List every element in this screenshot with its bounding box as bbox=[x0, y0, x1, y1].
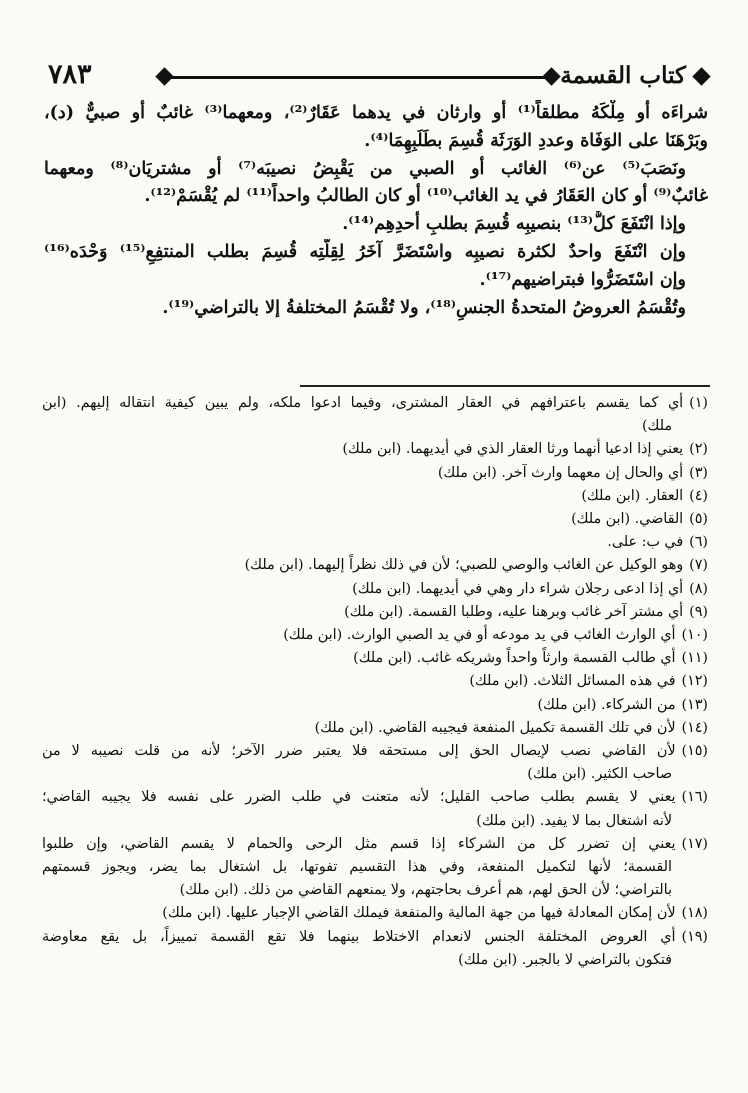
footnote-text: ملك) bbox=[641, 418, 672, 435]
footnote-number: (١٥) bbox=[681, 743, 708, 760]
footnote-number: (٨) bbox=[689, 580, 708, 597]
footnote bbox=[42, 531, 708, 554]
footnote-text: أي مشتر آخر غائب وبرهنا عليه، وطلبا القسمة. (ابن ملك) bbox=[344, 603, 684, 620]
footnote-text: أي والحال إن معهما وارث آخر. (ابن ملك) bbox=[437, 464, 684, 481]
footnote bbox=[42, 670, 708, 693]
footnote-number: (٦) bbox=[689, 534, 708, 551]
footnote-text: لأن في تلك القسمة تكميل المنفعة فيجيبه القاضي. (ابن ملك) bbox=[314, 719, 676, 736]
footnote-text: فتكون بالتراضي لا بالجبر. (ابن ملك) bbox=[458, 951, 672, 968]
footnote bbox=[42, 949, 708, 972]
footnote-text: لأن القاضي نصب لإيصال الحق إلى مستحقه فلا يعتبر ضرر الآخر؛ لأنه من قلت نصيبه لا من bbox=[42, 743, 676, 760]
page-header bbox=[48, 56, 708, 96]
footnotes bbox=[42, 392, 708, 972]
footnote bbox=[42, 578, 708, 601]
diamond-ornament-middle bbox=[542, 67, 560, 85]
footnote bbox=[42, 856, 708, 879]
footnote-text: لأنه اشتغال بما لا يفيد. (ابن ملك) bbox=[476, 812, 672, 829]
footnote-text: يعني إن تضرر كل من الشركاء إذا قسم مثل الرحى والحمام لا يقسم القاضي، وإن طلبوا bbox=[42, 835, 676, 852]
footnote-text: أي العروض المختلفة الجنس لانعدام الاختلاط بينهما فلا تقع القسمة تمييزاً، بل يقع معاوضة bbox=[42, 928, 676, 945]
footnote-text: وهو الوكيل عن الغائب والوصي للصبي؛ لأن في ذلك نظراً إليهما. (ابن ملك) bbox=[244, 557, 684, 574]
footnote-number: (١٦) bbox=[681, 789, 708, 806]
footnote-number: (٥) bbox=[689, 511, 708, 528]
footnote-number: (١٠) bbox=[681, 627, 708, 644]
footnote-text: العقار. (ابن ملك) bbox=[581, 487, 684, 504]
main-text-line: شراءَه أو مِلْكَهُ مطلقاً⁽¹⁾ أو وارثان في يدهما عَقَارٌ⁽²⁾، ومعهما⁽³⁾ غائبٌ أو صبيٌّ (د)، bbox=[44, 103, 708, 123]
footnote-number: (٩) bbox=[689, 603, 708, 620]
footnote bbox=[42, 554, 708, 577]
footnote bbox=[42, 902, 708, 925]
main-text-line: غائبٌ⁽⁹⁾ أو كان العَقَارُ في يد الغائب⁽¹⁰⁾ أو كان الطالبُ واحداً⁽¹¹⁾ لم يُقْسَمْ⁽¹²⁾. bbox=[144, 186, 708, 207]
footnote bbox=[42, 647, 708, 670]
footnote-text: صاحب الكثير. (ابن ملك) bbox=[527, 766, 672, 783]
footnote bbox=[42, 786, 708, 809]
footnote bbox=[42, 508, 708, 531]
main-text-line: وبَرْهَنَا على الوَفَاة وعددِ الوَرَثَة قُسِمَ بطَلَبِهِمَا⁽⁴⁾. bbox=[364, 130, 708, 151]
footnote bbox=[42, 392, 708, 415]
footnote-text: القسمة؛ لأنها لتكميل المنفعة، وفي هذا التقسيم تفوتها، بل اشتغال بما يضر، ويجوز قسمتهم bbox=[42, 859, 672, 876]
footnote-number: (٣) bbox=[689, 464, 708, 481]
footnote-number: (١٢) bbox=[681, 673, 708, 690]
main-text-line: وإذا انْتَفَعَ كلٌّ⁽¹³⁾ بنصيبِه قُسِمَ بطلبِ أحدِهِم⁽¹⁴⁾. bbox=[342, 214, 686, 235]
footnote-number: (١٨) bbox=[681, 905, 708, 922]
main-text-line: وتُقْسَمُ العروضُ المتحدةُ الجنسِ⁽¹⁸⁾، ولا تُقْسَمُ المختلفةُ إلا بالتراضي⁽¹⁹⁾. bbox=[162, 297, 686, 318]
footnote-number: (٧) bbox=[689, 557, 708, 574]
footnote bbox=[42, 462, 708, 485]
main-text-line: ونَصَبَ⁽⁵⁾ عن⁽⁶⁾ الغائب أو الصبي من يَقْبِضُ نصيبَه⁽⁷⁾ أو مشتريَان⁽⁸⁾ ومعهما bbox=[44, 158, 687, 179]
page-number: ٧٨٣ bbox=[48, 59, 92, 90]
footnote-separator bbox=[300, 385, 710, 387]
main-text-line: وإن انْتَفَعَ واحدٌ لكثرة نصيبِه واسْتَضَرَّ آخَرُ لِقِلَّتِه قُسِمَ بطلب المنتفِعِ⁽¹⁵⁾ وَحْدَه⁽¹⁶⁾ bbox=[44, 241, 687, 262]
footnote-number: (١٣) bbox=[681, 696, 708, 713]
main-text-line: وإن اسْتَضَرُّوا فبتراضيهم⁽¹⁷⁾. bbox=[479, 269, 686, 290]
footnote-text: أي الوارث الغائب في يد مودعه أو في يد الصبي الوارث. (ابن ملك) bbox=[283, 627, 676, 644]
chapter-title: كتاب القسمة bbox=[560, 62, 686, 89]
diamond-ornament-right bbox=[692, 67, 710, 85]
footnote-number: (١٧) bbox=[681, 835, 708, 852]
footnote bbox=[42, 717, 708, 740]
footnote bbox=[42, 763, 708, 786]
footnote-number: (١) bbox=[689, 395, 708, 411]
footnote bbox=[42, 833, 708, 856]
footnote-text: القاضي. (ابن ملك) bbox=[571, 511, 684, 528]
footnote bbox=[42, 740, 708, 763]
footnote-text: أي طالب القسمة وارثاً واحداً وشريكه غائب. (ابن ملك) bbox=[353, 650, 676, 667]
footnote-text: لأن إمكان المعادلة فيها من جهة المالية والمنفعة فيملك القاضي الإجبار عليها. (ابن ملك) bbox=[162, 905, 676, 922]
footnote bbox=[42, 810, 708, 833]
footnote bbox=[42, 926, 708, 949]
footnote-number: (١٤) bbox=[681, 719, 708, 736]
footnote bbox=[42, 601, 708, 624]
footnote-text: من الشركاء. (ابن ملك) bbox=[537, 696, 676, 713]
footnote-text: في هذه المسائل الثلاث. (ابن ملك) bbox=[469, 673, 676, 690]
footnote bbox=[42, 879, 708, 902]
footnote-number: (١٩) bbox=[681, 928, 708, 945]
footnote-number: (٤) bbox=[689, 487, 708, 504]
footnote bbox=[42, 415, 708, 438]
footnote-text: أي إذا ادعى رجلان شراء دار وهي في أيديهما. (ابن ملك) bbox=[352, 580, 684, 597]
footnote-text: يعني إذا ادعيا أنهما ورثا العقار الذي في أيديهما. (ابن ملك) bbox=[342, 441, 684, 458]
main-text bbox=[44, 100, 708, 322]
footnote bbox=[42, 485, 708, 508]
header-rule bbox=[166, 76, 550, 79]
footnote-text: يعني لا يقسم بطلب صاحب القليل؛ لأنه متعنت في طلب الضرر على نفسه فلا يجيبه القاضي؛ bbox=[42, 789, 676, 806]
footnote-number: (١١) bbox=[681, 650, 708, 667]
footnote bbox=[42, 694, 708, 717]
footnote-text: أي كما يقسم باعترافهم في العقار المشترى، وفيما ادعوا ملكه، ولم يبين كيفية انتقاله إليهم. (ابن bbox=[42, 395, 684, 411]
footnote-number: (٢) bbox=[689, 441, 708, 458]
footnote-text: بالتراضي؛ لأن الحق لهم، هم أعرف بحاجتهم، ولا يمنعهم القاضي من ذلك. (ابن ملك) bbox=[179, 882, 672, 899]
footnote bbox=[42, 624, 708, 647]
footnote bbox=[42, 438, 708, 461]
footnote-text: في ب: على. bbox=[607, 534, 684, 551]
